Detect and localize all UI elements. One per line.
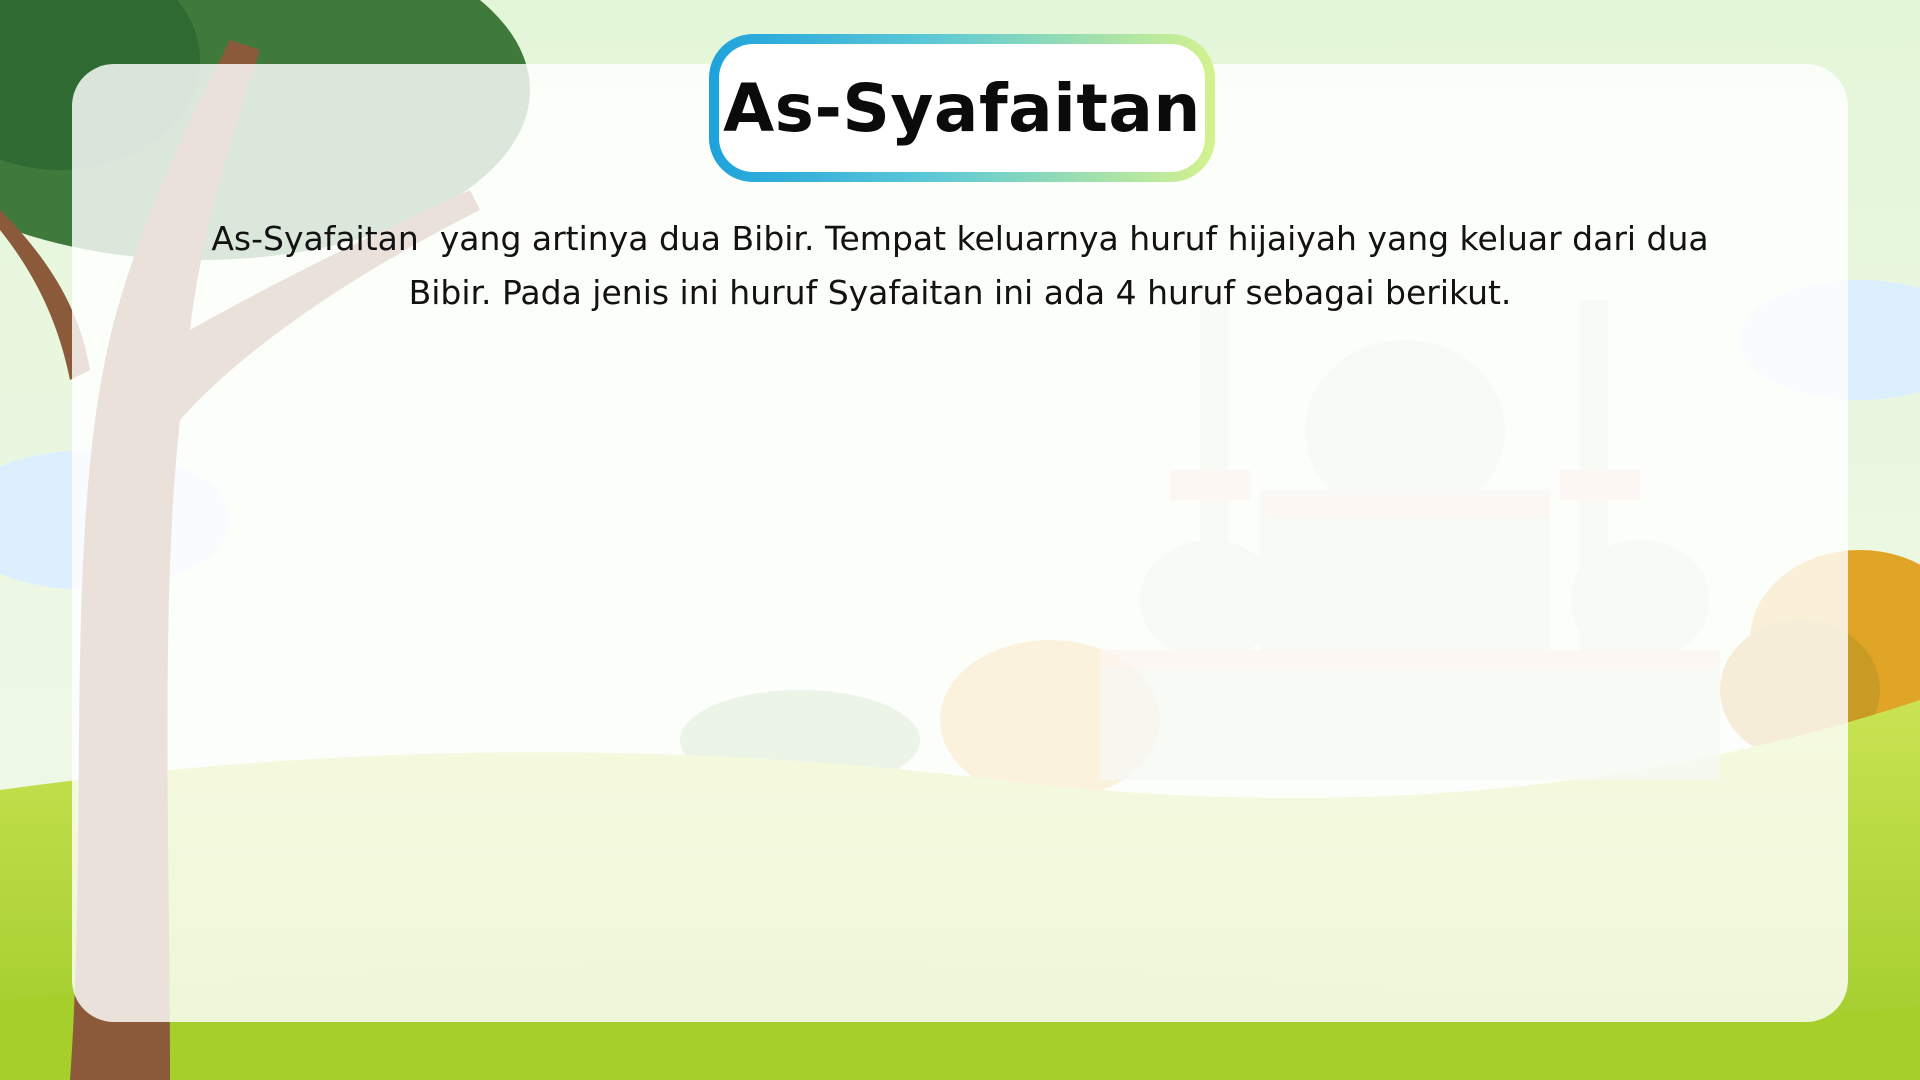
slide-description: As-Syafaitan yang artinya dua Bibir. Tempat keluarnya huruf hijaiyah yang keluar dari dua Bibir. Pada jenis ini huruf Syafaitan ini ada 4 huruf sebagai berikut.: [211, 219, 1720, 312]
title-badge: [709, 34, 1215, 182]
content-panel: [72, 64, 1848, 1022]
title-box: [719, 44, 1205, 172]
slide-title: As-Syafaitan: [723, 69, 1201, 147]
